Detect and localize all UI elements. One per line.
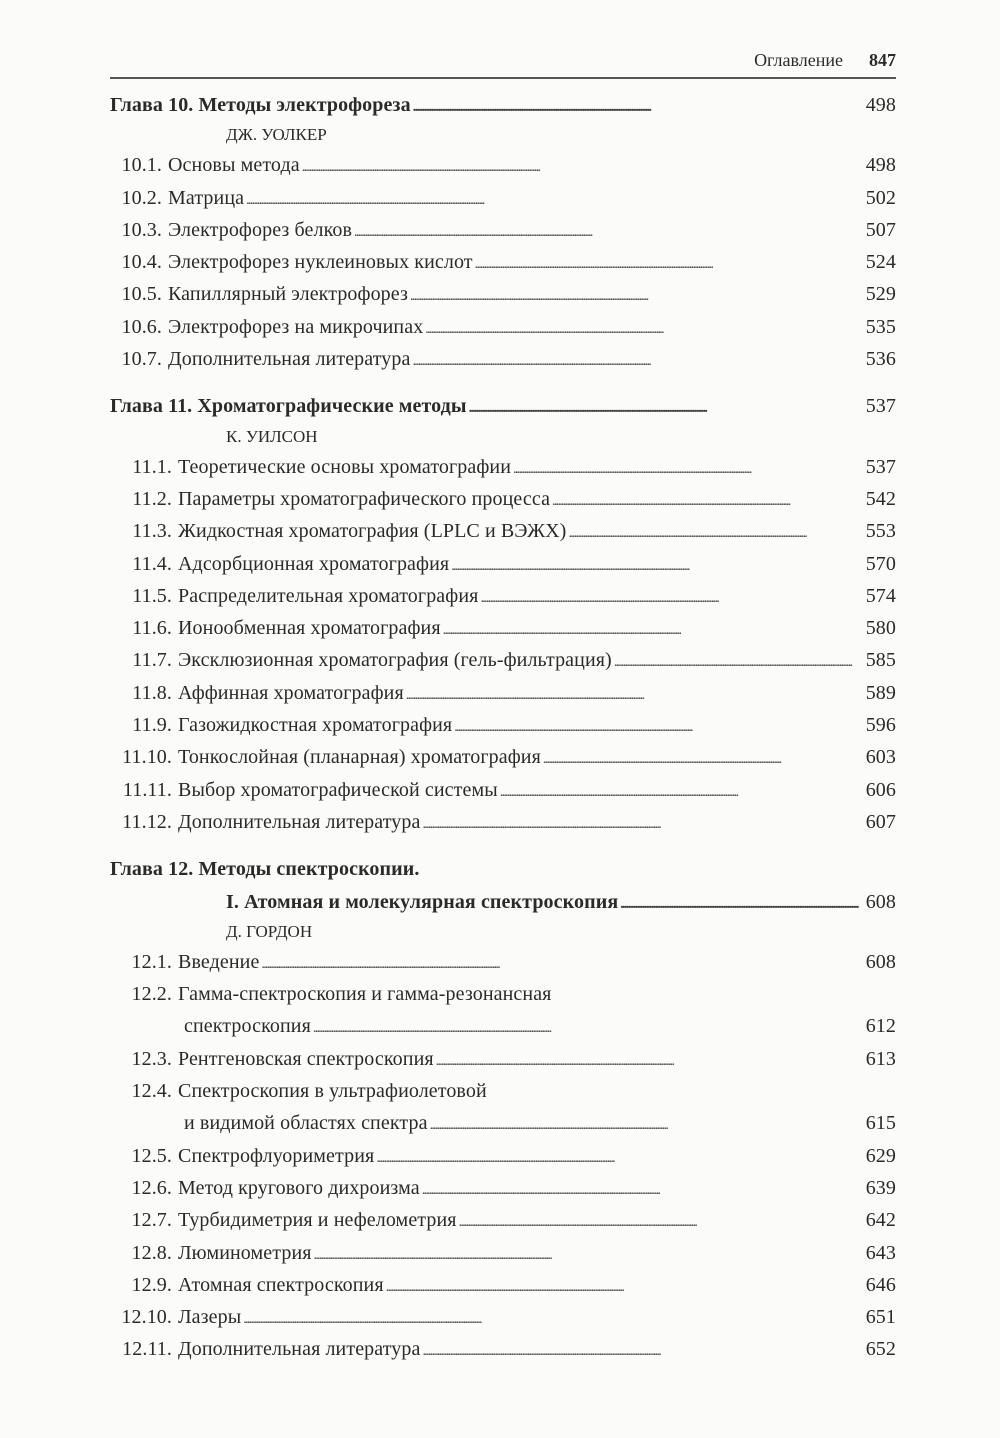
entry-page: 553 <box>865 520 896 543</box>
entry-number: 10.1. <box>121 154 162 177</box>
entry-title: Матрица <box>168 186 245 209</box>
dot-leader <box>436 1043 864 1078</box>
entry-title: Лазеры <box>178 1306 242 1329</box>
entry-number: 10.2. <box>121 186 162 209</box>
toc-entry[interactable] <box>110 483 896 515</box>
page-number: 847 <box>869 50 896 70</box>
entry-page: 608 <box>865 950 896 973</box>
dot-leader <box>620 886 863 921</box>
dot-leader <box>422 1333 863 1368</box>
entry-title: Основы метода <box>168 154 300 177</box>
dot-leader <box>451 548 864 583</box>
entry-page: 606 <box>865 778 896 801</box>
entry-title: Аффинная хроматография <box>178 681 404 704</box>
toc-entry-continuation[interactable] <box>110 1107 896 1139</box>
entry-title-continuation: и видимой областях спектра <box>184 1112 428 1135</box>
toc-entry[interactable] <box>110 774 896 806</box>
toc-entry[interactable] <box>110 677 896 709</box>
entry-number: 12.7. <box>131 1209 172 1232</box>
toc-entry[interactable] <box>110 1172 896 1204</box>
dot-leader <box>614 644 864 679</box>
entry-title: Выбор хроматографической системы <box>178 778 498 801</box>
entry-page: 537 <box>865 455 896 478</box>
toc-entry[interactable] <box>110 515 896 547</box>
dot-leader <box>302 149 864 184</box>
entry-title: Эксклюзионная хроматография (гель-фильтрация) <box>178 649 612 672</box>
entry-number: 12.2. <box>131 983 172 1006</box>
entry-title: Спектроскопия в ультрафиолетовой <box>178 1080 487 1103</box>
chapter-page: 498 <box>865 94 896 116</box>
dot-leader <box>413 89 864 124</box>
entry-number: 11.6. <box>132 617 172 640</box>
dot-leader <box>246 182 864 217</box>
dot-leader <box>430 1107 864 1142</box>
entry-page: 613 <box>865 1047 896 1070</box>
entry-title: Электрофорез белков <box>168 218 353 241</box>
entry-page: 585 <box>865 649 896 672</box>
entry-title: Распределительная хроматография <box>178 584 479 607</box>
running-head-section: Оглавление <box>754 50 843 70</box>
entry-page: 639 <box>865 1176 896 1199</box>
chapter-page: 537 <box>865 395 896 418</box>
entry-title: Параметры хроматографического процесса <box>178 487 551 510</box>
entry-title: Теоретические основы хроматографии <box>178 455 512 478</box>
entry-page: 502 <box>865 186 896 209</box>
entry-number: 11.4. <box>132 552 172 575</box>
toc-entry[interactable] <box>110 741 896 773</box>
dot-leader <box>376 1140 863 1175</box>
toc-entry-continuation[interactable] <box>110 1010 896 1042</box>
chapter-title: Глава 10. Методы электрофореза <box>110 94 411 116</box>
entry-page: 615 <box>865 1112 896 1135</box>
entry-page: 607 <box>865 810 896 833</box>
entry-number: 10.4. <box>121 251 162 274</box>
dot-leader <box>261 946 863 981</box>
entry-number: 12.6. <box>131 1176 172 1199</box>
toc-chapter-11[interactable] <box>110 390 896 422</box>
toc-entry[interactable] <box>110 1333 896 1365</box>
toc-entry[interactable] <box>110 214 896 246</box>
dot-leader <box>243 1301 863 1336</box>
dot-leader <box>469 390 864 425</box>
toc-entry[interactable] <box>110 1140 896 1172</box>
toc-entry[interactable] <box>110 612 896 644</box>
entry-title: Дополнительная литература <box>178 1338 421 1361</box>
toc-chapter-10[interactable] <box>110 89 896 121</box>
toc-entry[interactable] <box>110 182 896 214</box>
dot-leader <box>552 483 864 518</box>
toc-entry[interactable] <box>110 1301 896 1333</box>
entry-number: 11.12. <box>122 810 172 833</box>
toc-entry[interactable] <box>110 451 896 483</box>
toc-entry[interactable] <box>110 1043 896 1075</box>
entry-page: 507 <box>865 218 896 241</box>
dot-leader <box>454 709 863 744</box>
toc-entry[interactable] <box>110 946 896 978</box>
entry-number: 11.5. <box>132 584 172 607</box>
entry-title: Рентгеновская спектроскопия <box>178 1047 434 1070</box>
entry-page: 498 <box>865 154 896 177</box>
dot-leader <box>459 1204 864 1239</box>
entry-number: 12.11. <box>122 1338 172 1361</box>
entry-number: 12.3. <box>131 1047 172 1070</box>
entry-number: 12.10. <box>121 1306 172 1329</box>
toc-entry[interactable] <box>110 343 896 375</box>
dot-leader <box>422 1172 864 1207</box>
chapter-subtitle: I. Атомная и молекулярная спектроскопия <box>226 890 619 913</box>
toc-entry[interactable] <box>110 246 896 278</box>
entry-number: 11.7. <box>132 649 172 672</box>
dot-leader <box>543 741 864 776</box>
dot-leader <box>354 214 864 249</box>
entry-title-continuation: спектроскопия <box>184 1015 311 1038</box>
entry-page: 542 <box>865 487 896 510</box>
entry-title: Тонкослойная (планарная) хроматография <box>178 746 541 769</box>
entry-number: 12.1. <box>131 950 172 973</box>
entry-title: Дополнительная литература <box>168 348 411 371</box>
toc-entry[interactable] <box>110 580 896 612</box>
dot-leader <box>480 580 863 615</box>
entry-number: 11.3. <box>132 520 172 543</box>
entry-title: Атомная спектроскопия <box>178 1273 384 1296</box>
entry-page: 651 <box>865 1306 896 1329</box>
entry-title: Электрофорез на микрочипах <box>168 315 424 338</box>
toc-entry[interactable] <box>110 548 896 580</box>
entry-title: Спектрофлуориметрия <box>178 1144 375 1167</box>
entry-page: 596 <box>865 714 896 737</box>
entry-number: 12.9. <box>131 1273 172 1296</box>
dot-leader <box>443 612 864 647</box>
chapter-title: Глава 11. Хроматографические методы <box>110 395 467 418</box>
entry-page: 612 <box>865 1015 896 1038</box>
entry-page: 646 <box>865 1273 896 1296</box>
entry-page: 652 <box>865 1338 896 1361</box>
toc-entry[interactable] <box>110 311 896 343</box>
chapter-author: Д. ГОРДОН <box>226 921 313 941</box>
entry-title: Капиллярный электрофорез <box>168 283 408 306</box>
table-of-contents <box>110 89 896 1366</box>
entry-title: Люминометрия <box>178 1241 312 1264</box>
chapter-author: ДЖ. УОЛКЕР <box>226 125 327 145</box>
entry-page: 629 <box>865 1144 896 1167</box>
entry-title: Введение <box>178 950 260 973</box>
chapter-title: Глава 12. Методы спектроскопии. <box>110 858 420 881</box>
entry-number: 12.5. <box>131 1144 172 1167</box>
dot-leader <box>410 278 864 313</box>
dot-leader <box>314 1237 864 1272</box>
entry-number: 11.10. <box>122 746 172 769</box>
dot-leader <box>313 1010 864 1045</box>
entry-page: 535 <box>865 315 896 338</box>
entry-title: Дополнительная литература <box>178 810 421 833</box>
header-rule <box>110 77 896 79</box>
entry-number: 11.11. <box>122 778 172 801</box>
entry-page: 524 <box>865 251 896 274</box>
toc-entry[interactable] <box>110 1237 896 1269</box>
entry-page: 642 <box>865 1209 896 1232</box>
entry-title: Адсорбционная хроматография <box>178 552 450 575</box>
dot-leader <box>386 1269 864 1304</box>
entry-page: 589 <box>865 681 896 704</box>
entry-title: Турбидиметрия и нефелометрия <box>178 1209 457 1232</box>
dot-leader <box>513 451 864 486</box>
entry-title: Метод кругового дихроизма <box>178 1176 420 1199</box>
toc-entry[interactable] <box>110 644 896 676</box>
toc-entry[interactable] <box>110 978 896 1010</box>
entry-title: Гамма-спектроскопия и гамма-резонансная <box>178 983 552 1006</box>
entry-number: 11.1. <box>132 455 172 478</box>
entry-page: 603 <box>865 746 896 769</box>
entry-page: 536 <box>865 348 896 371</box>
entry-title: Газожидкостная хроматография <box>178 714 453 737</box>
dot-leader <box>406 677 864 712</box>
entry-number: 11.9. <box>132 714 172 737</box>
dot-leader <box>422 806 863 841</box>
entry-title: Электрофорез нуклеиновых кислот <box>168 251 473 274</box>
entry-number: 10.7. <box>121 348 162 371</box>
dot-leader <box>500 774 864 809</box>
toc-entry[interactable] <box>110 806 896 838</box>
entry-number: 12.8. <box>131 1241 172 1264</box>
toc-chapter-12[interactable] <box>110 853 896 885</box>
entry-number: 11.8. <box>132 681 172 704</box>
dot-leader <box>412 343 863 378</box>
dot-leader <box>568 515 863 550</box>
entry-page: 643 <box>865 1241 896 1264</box>
entry-page: 570 <box>865 552 896 575</box>
chapter-author: К. УИЛСОН <box>226 426 318 446</box>
entry-number: 10.5. <box>121 283 162 306</box>
dot-leader <box>425 311 863 346</box>
toc-entry[interactable] <box>110 149 896 181</box>
entry-title: Жидкостная хроматография (LPLC и ВЭЖХ) <box>178 520 567 543</box>
toc-entry[interactable] <box>110 709 896 741</box>
entry-number: 12.4. <box>131 1080 172 1103</box>
dot-leader <box>475 246 864 281</box>
entry-number: 10.3. <box>121 218 162 241</box>
entry-title: Ионообменная хроматография <box>178 617 441 640</box>
toc-entry[interactable] <box>110 1269 896 1301</box>
entry-page: 580 <box>865 617 896 640</box>
entry-page: 529 <box>865 283 896 306</box>
toc-entry[interactable] <box>110 1075 896 1107</box>
toc-entry[interactable] <box>110 1204 896 1236</box>
entry-number: 10.6. <box>121 315 162 338</box>
entry-number: 11.2. <box>132 487 172 510</box>
running-head <box>754 50 896 71</box>
chapter-page: 608 <box>865 890 896 913</box>
entry-page: 574 <box>865 584 896 607</box>
toc-chapter-12-subtitle[interactable] <box>110 886 896 918</box>
toc-entry[interactable] <box>110 278 896 310</box>
